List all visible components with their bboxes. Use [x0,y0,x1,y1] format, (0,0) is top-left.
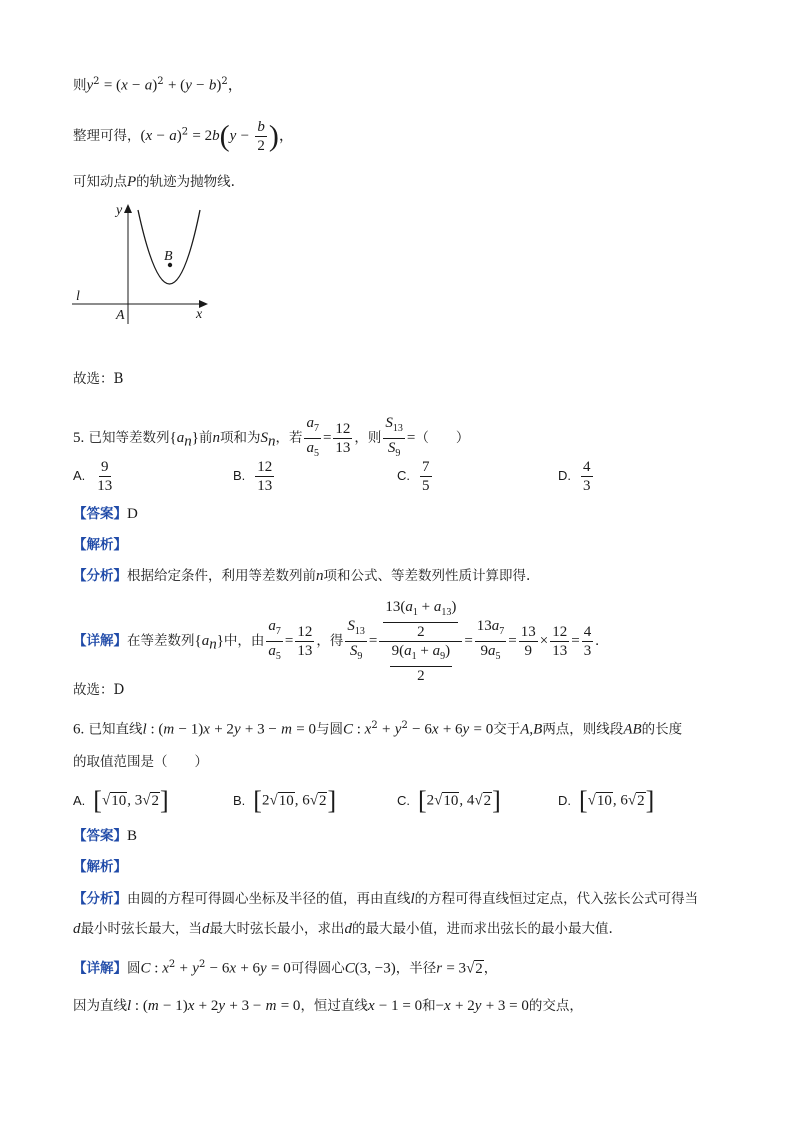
text: 与圆 [315,721,343,738]
q5-answer [73,504,138,524]
text: 则 [73,77,87,94]
q5-detail: 【详解】在等差数列$\{a_n\}$中，由 $\frac{a_7}{a_5}$ = $\frac{12}{13}$ ，得 $\frac{S_{13}}{S_9}$ = $\frac{\frac{13(a_1 + a_{13})}{2}}{\frac{9(a_1 + a_9)}{2}}$ = $\frac{13a_7}{9a_5}$ = $\frac{13}{9}$ × $\frac{12}{13}$ = $\frac{4}{3}$ . [73,599,599,684]
answer-value: B [127,828,138,844]
analysis-tag: 【解析】 [73,859,127,875]
q6-analysis: 【分析】由圆的方程可得圆心坐标及半径的值，再由直线l的方程可得直线恒过定点，代入弦长公式可得当 [73,891,699,907]
option-c[interactable] [397,458,434,495]
q6-detail: 【详解】圆C : $x^2 + y^2 - 6x + 6y = 0$可得圆心C(3, −3)，半径r = 3√2， [73,959,498,977]
option-num: 4 [583,459,591,475]
option-d[interactable]: D. [√10, 6√2] [558,786,655,815]
text: 的交点， [528,998,583,1014]
choose-line-d [73,680,124,700]
text: 前 [198,430,213,446]
text: 已知直线 [88,721,143,738]
text: （ ） [415,430,470,446]
option-label: A. [73,468,86,483]
text: 交于 [493,721,521,738]
option-label: A. [73,792,86,808]
q6-analysis-cont: d最小时弦长最大，当d最大时弦长最小，求出d的最大最小值，进而求出弦长的最小最大值. [73,921,613,937]
analysis-tag: 【解析】 [73,537,127,553]
text: ，若 [275,430,303,446]
text: 故选：B [73,371,124,387]
analysis-sub-tag: 【分析】 [73,568,127,584]
text: 的取值范围是（ ） [73,754,208,770]
question-6-cont [73,752,208,772]
text: 由圆的方程可得圆心坐标及半径的值，再由直线 [127,891,411,907]
text: 两点，则线段 [542,721,624,738]
text: 故选：D [73,682,125,698]
point-label: P [127,174,137,190]
question-5: 5. 已知等差数列$\{a_n\}$前n项和为$S_n$，若 $\frac{a_7}{a_5}$ = $\frac{12}{13}$ ，则 $\frac{S_{13}}{S_9}$ =（ ） [73,415,470,459]
text: 中，由 [223,633,265,649]
option-d[interactable] [558,458,595,495]
option-a[interactable]: A. [√10, 3√2] [73,786,169,815]
text: 已知等差数列 [88,430,170,446]
parabola-curve [138,210,200,284]
a-label: A [116,308,125,323]
option-b[interactable] [233,458,276,495]
option-den: 13 [97,478,113,494]
option-den: 3 [583,478,591,494]
option-num: 9 [101,459,109,475]
text: 的方程可得直线恒过定点，代入弦长公式可得当 [414,891,699,907]
detail-tag: 【详解】 [73,960,127,977]
text: 项和公式、等差数列性质计算即得. [323,568,531,584]
text: ，得 [316,633,344,649]
y-axis-arrow [124,204,132,213]
option-label: D. [558,468,571,483]
parabola-figure [70,198,220,328]
text: 整理可得， [73,128,141,144]
equation-line-2: 整理可得，$(x - a)^2 = 2b(y$ − $\frac{b}{2}$ )， [73,119,294,154]
answer-tag: 【答案】 [73,506,127,522]
text: 的最大最小值，进而求出弦长的最小最大值. [352,921,613,937]
text: ，则 [354,430,382,446]
text: 和 [422,998,436,1014]
text: 的长度 [641,721,683,738]
option-b[interactable]: B. [2√10, 6√2] [233,786,337,815]
text: 可知动点 [73,174,127,190]
option-label: C. [397,792,410,808]
text: ， [483,960,498,977]
text: 可得圆心 [290,960,345,977]
text: 最小时弦长最大，当 [80,921,202,937]
choose-line [73,369,123,389]
text: 在等差数列 [127,633,195,649]
option-label: B. [233,468,246,483]
detail-tag: 【详解】 [73,633,127,649]
q6-analysis-tag [73,857,127,877]
option-label: D. [558,792,571,808]
text: ，恒过直线 [300,998,368,1014]
text: 根据给定条件，利用等差数列前 [127,568,316,584]
question-6: 6. 已知直线l : (m − 1)x + 2y + 3 − m = 0与圆C : $x^2 + y^2 - 6x + 6y = 0$交于A,B两点，则线段AB的长度 [73,720,683,738]
option-num: 7 [422,459,430,475]
text: 圆 [127,960,141,977]
text: 项和为 [219,430,261,446]
text: 因为直线 [73,998,127,1014]
q6-answer [73,826,137,846]
equation-line-3 [73,172,235,192]
l-label: l [76,289,80,304]
option-a[interactable] [73,458,116,495]
answer-tag: 【答案】 [73,828,127,844]
q6-last: 因为直线l : (m − 1)x + 2y + 3 − m = 0，恒过直线x − 1 = 0和−x + 2y + 3 = 0的交点， [73,998,583,1014]
option-den: 5 [422,478,430,494]
y-label: y [116,203,123,218]
option-num: 12 [257,459,273,475]
text: ，半径 [395,960,437,977]
analysis-sub-tag: 【分析】 [73,891,127,907]
option-label: C. [397,468,410,483]
option-den: 13 [257,478,273,494]
text: 最大时弦长最小，求出 [209,921,345,937]
q5-analysis: 【分析】根据给定条件，利用等差数列前n项和公式、等差数列性质计算即得. [73,568,531,584]
text: 的轨迹为抛物线. [136,174,235,190]
equation-line-1: 则$y^2 = (x - a)^2 + (y - b)^2$， [73,76,243,94]
question-number: 5. [73,430,85,446]
answer-value: D [127,506,138,522]
question-number: 6. [73,721,85,738]
b-label: B [164,249,173,264]
option-label: B. [233,792,246,808]
q5-analysis-tag [73,535,127,555]
x-label: x [196,307,203,322]
option-c[interactable]: C. [2√10, 4√2] [397,786,501,815]
